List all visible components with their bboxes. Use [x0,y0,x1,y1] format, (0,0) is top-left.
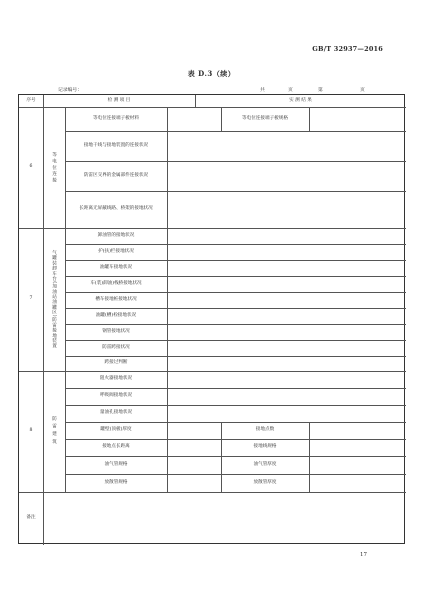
remarks-label: 备注 [26,515,36,521]
inspection-item: 接地点长距离 [102,444,130,450]
inspection-item: 油气管规格 [104,461,128,467]
inspection-item: 跨接过判断 [104,360,128,366]
section-number: 6 [29,164,33,170]
col-header-seq: 序号 [26,97,36,103]
inspection-item: 防雷区交界的金属部件连接状况 [83,172,149,178]
current-page-unit: 页 [360,88,365,93]
section-number: 8 [29,428,33,434]
inspection-item: 车(装)卸油)栈桥接地状况 [90,280,142,286]
section-group-label: 等电位连接 [51,151,57,184]
inspection-sub-item: 等电位连接端子板规格 [242,115,288,121]
inspection-item: 防雷跨接状况 [102,344,130,350]
inspection-sub-item: 接地点数 [255,427,275,433]
current-page-label: 第 [318,88,323,93]
inspection-item: 量油孔接地状况 [99,410,133,416]
page-number: 17 [360,552,367,558]
inspection-item: 放散管规格 [104,479,128,485]
inspection-item: 油罐车接地状况 [99,264,133,270]
col-header-result: 实 测 结 果 [289,97,312,103]
inspection-item: 阻火器接地状况 [99,376,133,382]
inspection-item: 钢管接地状况 [102,328,130,334]
inspection-item: 接地干线与接地装置的连接状况 [83,142,149,148]
table-title: 表 D.3（续） [187,69,236,78]
inspection-item: 等电位连接端子板材料 [93,115,139,121]
inspection-table [18,94,405,544]
record-number-label: 记录编号： [58,88,82,93]
inspection-sub-item: 接地线规格 [253,444,277,450]
inspection-sub-item: 油气管厚度 [253,461,277,467]
section-number: 7 [29,296,33,302]
total-pages-unit: 页 [288,88,293,93]
inspection-item: 护(扶)栏接地状况 [98,248,134,254]
inspection-item: 罐壁(顶板)厚度 [100,427,132,433]
standard-code: GB/T 32937—2016 [312,45,383,53]
section-group-label: 气罐装卸车台(加油站油罐区)防雷接地装置 [51,250,57,349]
section-group-label: 防雷建筑 [51,416,57,447]
inspection-item: 卸油管的接地状况 [97,232,135,238]
col-header-item: 检 测 项 目 [107,97,131,103]
inspection-item: 槽车接地桩接地状况 [95,296,137,302]
inspection-sub-item: 放散管厚度 [253,479,277,485]
inspection-item: 油罐(槽)栓接地状况 [95,312,137,318]
inspection-item: 呼吸阀接地状况 [99,393,133,399]
inspection-item: 长距离无屏蔽线路、桥架的接地状况 [79,206,153,212]
total-pages-label: 共 [260,88,265,93]
